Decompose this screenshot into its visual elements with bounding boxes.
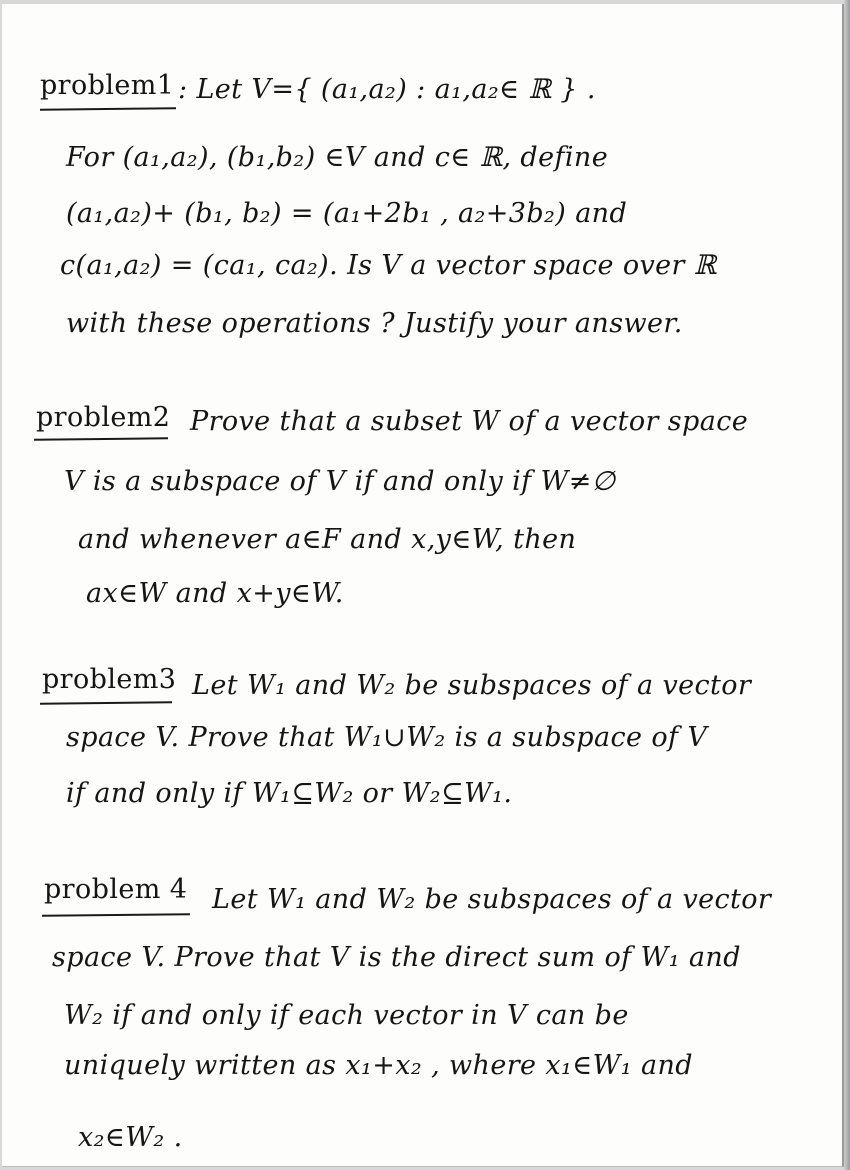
- problem-4-label: problem 4: [44, 874, 188, 905]
- problem-2-line-1: Prove that a subset W of a vector space: [190, 406, 749, 437]
- problem-4-line-2: space V. Prove that V is the direct sum of W₁ and: [52, 942, 741, 973]
- problem-1-line-5: with these operations ? Justify your answer.: [66, 308, 683, 339]
- problem-4-underline: [42, 913, 190, 917]
- problem-4-line-4: uniquely written as x₁+x₂ , where x₁∈W₁ and: [64, 1050, 693, 1081]
- problem-1-line-4: c(a₁,a₂) = (ca₁, ca₂). Is V a vector space over ℝ: [60, 250, 717, 281]
- problem-3-label: problem3: [42, 664, 177, 695]
- problem-1-line-1: : Let V={ (a₁,a₂) : a₁,a₂∈ ℝ } .: [178, 74, 596, 105]
- problem-4-line-5: x₂∈W₂ .: [78, 1122, 183, 1153]
- problem-2-line-2: V is a subspace of V if and only if W≠∅: [64, 466, 616, 497]
- problem-1-line-2: For (a₁,a₂), (b₁,b₂) ∈V and c∈ ℝ, define: [66, 142, 609, 173]
- problem-2-label: problem2: [36, 402, 171, 433]
- problem-2-line-4: ax∈W and x+y∈W.: [86, 578, 344, 609]
- problem-2-underline: [34, 437, 168, 440]
- problem-3-line-1: Let W₁ and W₂ be subspaces of a vector: [192, 670, 752, 701]
- scanned-page: [2, 4, 844, 1167]
- problem-4-line-1: Let W₁ and W₂ be subspaces of a vector: [212, 884, 772, 915]
- problem-1-line-3: (a₁,a₂)+ (b₁, b₂) = (a₁+2b₁ , a₂+3b₂) and: [66, 198, 628, 229]
- problem-2-line-3: and whenever a∈F and x,y∈W, then: [78, 524, 577, 555]
- problem-1-label: problem1: [40, 70, 175, 101]
- problem-1-underline: [40, 107, 176, 110]
- problem-3-line-3: if and only if W₁⊆W₂ or W₂⊆W₁.: [66, 778, 513, 809]
- scan-edge-shadow: [844, 0, 850, 1170]
- problem-3-line-2: space V. Prove that W₁∪W₂ is a subspace of V: [66, 722, 708, 753]
- problem-3-underline: [40, 701, 172, 704]
- problem-4-line-3: W₂ if and only if each vector in V can be: [64, 1000, 629, 1031]
